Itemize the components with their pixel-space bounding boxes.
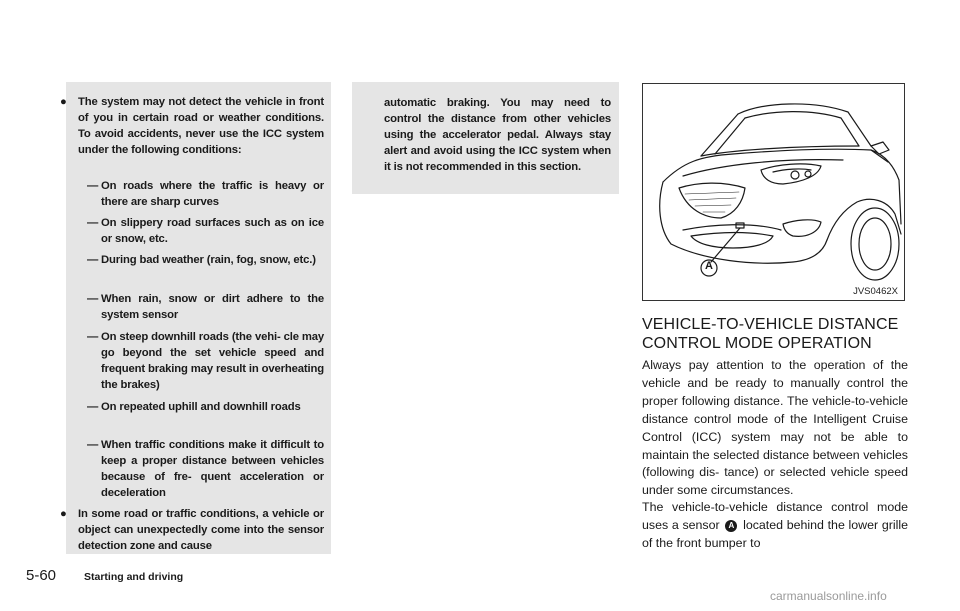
condition-item [87, 252, 324, 268]
paragraph-text: located behind the lower grille of the front bumper to [642, 517, 909, 550]
warning-bullet-2 [60, 506, 324, 554]
condition-text: On repeated uphill and downhill roads [101, 401, 301, 413]
section-heading-line-2: CONTROL MODE OPERATION [642, 335, 872, 352]
figure-callout-a: A [705, 260, 713, 272]
page-number: 5-60 [26, 567, 57, 584]
condition-text: On slippery road surfaces such as on ice or snow, etc. [101, 217, 324, 245]
condition-item [87, 399, 324, 415]
warning-bullet-text: In some road or traffic conditions, a vehicle or object can unexpectedly come into the sensor detection zone and cause [78, 508, 324, 552]
warning-bullet-text: The system may not detect the vehicle in front of you in certain road or weather conditions. To avoid accidents, never use the ICC system under the following conditions: [78, 96, 324, 156]
bullet-dot-icon: ● [60, 508, 67, 520]
dash-icon: — [87, 254, 99, 266]
condition-text: When traffic conditions make it difficult to keep a proper distance between vehicles because of fre- quent acceleration or deceleration [101, 439, 324, 499]
footer-section-title: Starting and driving [84, 571, 184, 583]
bullet-dot-icon: ● [60, 96, 67, 108]
condition-text: During bad weather (rain, fog, snow, etc.) [101, 254, 316, 266]
condition-text: When rain, snow or dirt adhere to the system sensor [101, 293, 324, 321]
section-heading-line-1: VEHICLE-TO-VEHICLE DISTANCE [642, 316, 899, 333]
figure-code: JVS0462X [853, 286, 898, 297]
dash-icon: — [87, 217, 99, 229]
condition-item [87, 215, 324, 247]
warning-continuation: automatic braking. You may need to control the distance from other vehicles using the accelerator pedal. Always stay alert and avoid using the ICC system when it is not recommended in this section. [384, 97, 611, 173]
condition-item [87, 437, 324, 501]
dash-icon: — [87, 180, 99, 192]
car-front-illustration [643, 84, 904, 300]
body-paragraph-1: Always pay attention to the operation of the vehicle and be ready to manually control the proper following distance. The vehicle-to-vehicle distance control mode of the Intelligent Cruise Control (ICC) system may not be able to maintain the selected distance between vehicles (following dis- tance) or selected vehicle speed under some circumstances. [642, 358, 908, 498]
body-paragraph-2 [642, 499, 908, 553]
watermark: carmanualsonline.info [770, 589, 887, 603]
callout-a-marker: A [725, 520, 737, 532]
dash-icon: — [87, 401, 99, 413]
condition-text: On roads where the traffic is heavy or there are sharp curves [101, 180, 324, 208]
dash-icon: — [87, 439, 99, 451]
condition-item [87, 329, 324, 393]
condition-item [87, 178, 324, 210]
car-illustration-figure [642, 83, 905, 301]
condition-item [87, 291, 324, 323]
section-heading [642, 315, 932, 353]
condition-text: On steep downhill roads (the vehi- cle may go beyond the set vehicle speed and frequent braking may result in overheating the brakes) [101, 331, 324, 391]
dash-icon: — [87, 293, 99, 305]
paragraph-text: The vehicle-to-vehicle distance control mode uses a sensor [642, 500, 908, 532]
dash-icon: — [87, 331, 99, 343]
warning-bullet-1 [60, 94, 324, 158]
